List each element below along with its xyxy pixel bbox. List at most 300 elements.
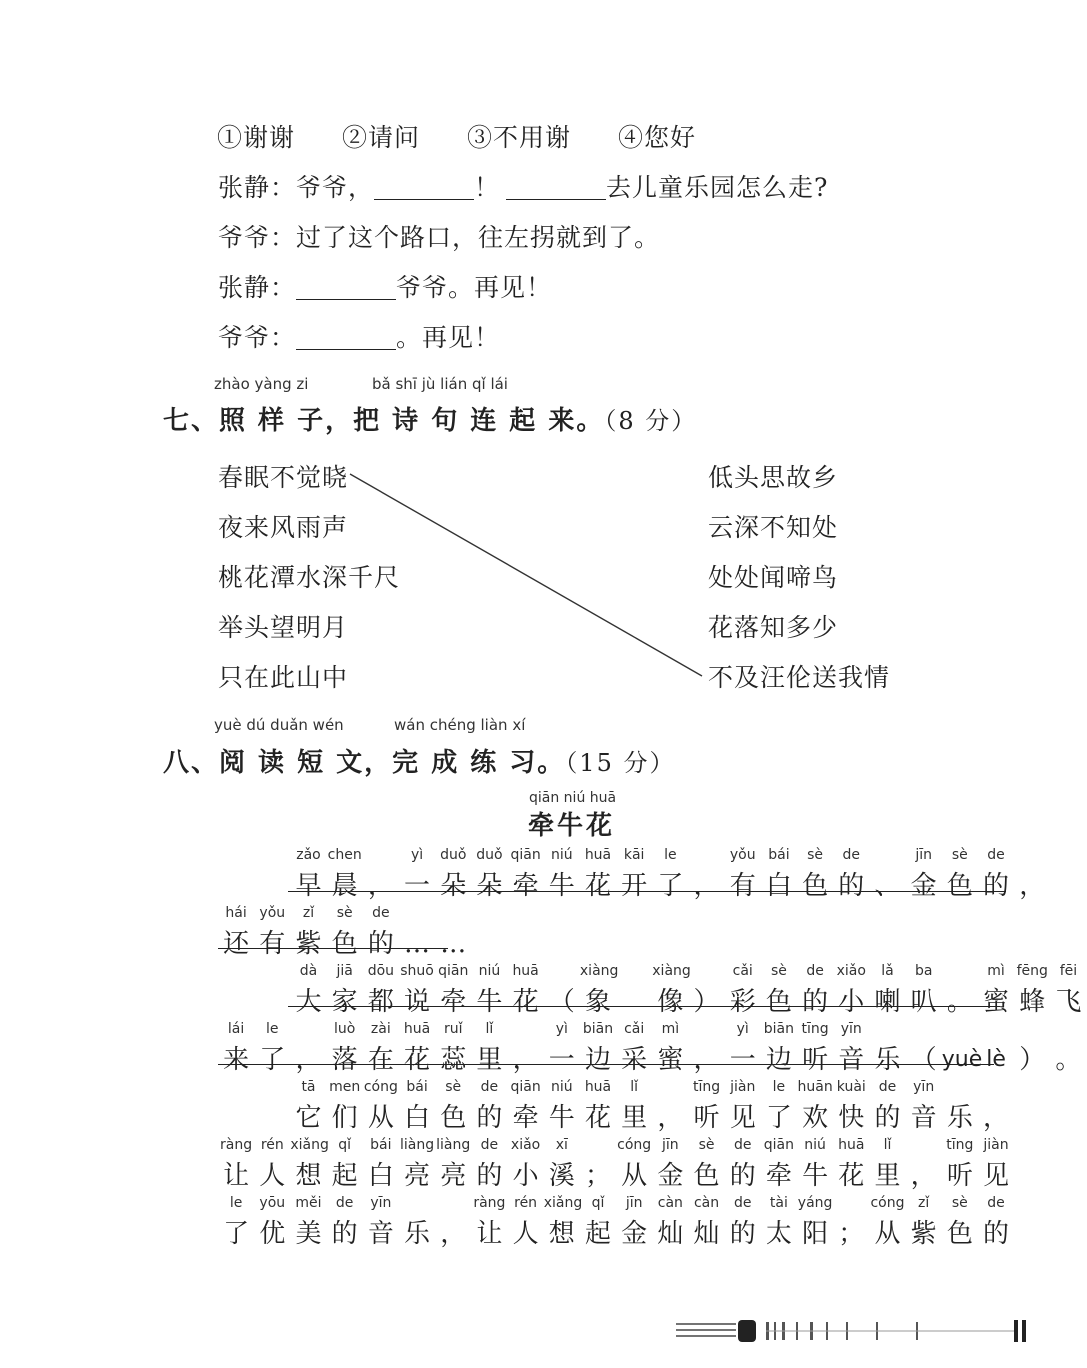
pinyin-syllable: niú — [550, 847, 573, 863]
reading-underline — [288, 1006, 1000, 1007]
pinyin-syllable — [580, 1137, 616, 1159]
story-title-pinyin: qiān niú huā — [529, 790, 617, 806]
dialogue-text: 去儿童乐园怎么走? — [606, 173, 829, 202]
pinyin-syllable: huān — [797, 1079, 833, 1095]
pinyin-syllable — [688, 847, 724, 869]
hanzi-character: ） — [693, 987, 720, 1017]
hanzi-character: 牵 — [512, 1103, 539, 1133]
hanzi-character: 来 — [223, 1045, 250, 1075]
hanzi-character: 牛 — [548, 1103, 575, 1133]
reading-line — [218, 1137, 1014, 1193]
pinyin-syllable: qiān — [438, 963, 469, 979]
hanzi-character: （ — [548, 987, 575, 1017]
pinyin-syllable: sè — [951, 847, 968, 863]
pinyin-syllable: niú — [550, 1079, 573, 1095]
pinyin-syllable — [1014, 1021, 1050, 1043]
hanzi-character: 了 — [259, 1045, 286, 1075]
hanzi-character: 的 — [838, 871, 865, 901]
reading-underline — [218, 1064, 994, 1065]
hanzi-character: ， — [295, 1045, 322, 1075]
hanzi-character: 它 — [295, 1103, 322, 1133]
pinyin-syllable: duǒ — [440, 847, 467, 863]
hanzi-character: ， — [983, 1103, 1010, 1133]
pinyin-syllable: le — [229, 1195, 243, 1211]
hanzi-character: … — [440, 929, 467, 959]
pinyin-syllable: zǐ — [302, 905, 315, 921]
hanzi-character: 花 — [404, 1045, 431, 1075]
pinyin-syllable: xiǎng — [543, 1195, 583, 1211]
pinyin-syllable: xiàng — [579, 963, 619, 979]
pinyin-syllable: rén — [514, 1195, 538, 1211]
pinyin-syllable: le — [266, 1021, 279, 1037]
pinyin-syllable: qiān — [510, 847, 541, 863]
hanzi-character: 乐 — [404, 1219, 431, 1249]
speaker: 张静： — [218, 173, 297, 202]
poem-left-3[interactable]: 桃花潭水深千尺 — [218, 563, 401, 592]
hanzi-character: 朵 — [476, 871, 503, 901]
hanzi-character: 有 — [259, 929, 286, 959]
pinyin-syllable: de — [878, 1079, 897, 1095]
hanzi-character: 一 — [548, 1045, 575, 1075]
pinyin-syllable: sè — [951, 1195, 968, 1211]
pinyin-syllable: xī — [555, 1137, 568, 1153]
pinyin-syllable: tīng — [801, 1021, 829, 1037]
hanzi-character: 里 — [621, 1103, 648, 1133]
pinyin-syllable: niú — [804, 1137, 826, 1153]
hanzi-character: 像 — [657, 987, 684, 1017]
poem-left-2[interactable]: 夜来风雨声 — [218, 513, 349, 542]
hanzi-character: 紫 — [910, 1219, 937, 1249]
hanzi-character: 听 — [946, 1161, 973, 1191]
hanzi-character: 的 — [802, 987, 829, 1017]
hanzi-character: 、 — [874, 871, 901, 901]
pinyin-syllable: de — [806, 963, 824, 979]
reading-line — [290, 847, 1050, 903]
pinyin-syllable: cóng — [617, 1137, 652, 1153]
pinyin-syllable: bái — [406, 1079, 428, 1095]
pinyin-syllable: cóng — [363, 1079, 398, 1095]
section8-score: （15 分） — [565, 749, 676, 777]
hanzi-character: 一 — [729, 1045, 756, 1075]
hanzi-character: 色 — [440, 1103, 467, 1133]
pinyin-syllable: yǒu — [729, 847, 756, 863]
pinyin-syllable: zài — [370, 1021, 391, 1037]
hanzi-character: 的 — [983, 1219, 1010, 1249]
pinyin-syllable: hái — [225, 905, 247, 921]
pinyin-syllable — [978, 1079, 1014, 1101]
pinyin-syllable — [906, 1137, 942, 1159]
hanzi-character: 白 — [367, 1161, 394, 1191]
pinyin-syllable — [544, 963, 580, 985]
hanzi-character: 色 — [946, 871, 973, 901]
pinyin-syllable — [906, 1021, 942, 1043]
section8-title: 八、阅 读 短 文，完 成 练 习。 — [163, 748, 566, 778]
pinyin-syllable: yáng — [797, 1195, 833, 1211]
pinyin-syllable: sè — [445, 1079, 462, 1095]
pinyin-syllable: yīn — [370, 1195, 392, 1211]
pinyin-syllable: de — [480, 1079, 499, 1095]
pinyin-syllable: biān — [763, 1021, 795, 1037]
pinyin-syllable: yōu — [259, 1195, 286, 1211]
option-4: ④您好 — [618, 123, 697, 152]
pinyin-syllable: yì — [410, 847, 424, 863]
poem-left-4[interactable]: 举头望明月 — [218, 613, 349, 642]
hanzi-character: 的 — [476, 1161, 503, 1191]
pinyin-syllable — [833, 1195, 869, 1217]
hanzi-character: 。 — [1055, 1045, 1082, 1075]
hanzi-character: 溪 — [548, 1161, 575, 1191]
pinyin-syllable: tīng — [946, 1137, 974, 1153]
section8-pinyin-1: yuè dú duǎn wén — [214, 716, 344, 734]
hanzi-character: 见 — [983, 1161, 1010, 1191]
hanzi-character: 花 — [512, 987, 539, 1017]
pinyin-syllable: huā — [403, 1021, 431, 1037]
hanzi-character: 的 — [874, 1103, 901, 1133]
section8-heading — [163, 742, 675, 779]
hanzi-character: 的 — [729, 1161, 756, 1191]
hanzi-character: 从 — [874, 1219, 901, 1249]
hanzi-character: 让 — [223, 1161, 250, 1191]
pinyin-syllable: cóng — [870, 1195, 905, 1211]
hanzi-character: 音 — [838, 1045, 865, 1075]
pinyin-syllable — [942, 1079, 978, 1101]
reading-line — [290, 963, 1086, 1019]
hanzi-character: 起 — [584, 1219, 611, 1249]
hanzi-character: 白 — [765, 871, 792, 901]
pinyin-syllable: jiàn — [730, 1079, 756, 1095]
pinyin-syllable: yǒu — [259, 905, 286, 921]
pinyin-syllable: dà — [299, 963, 318, 979]
hanzi-character: 从 — [367, 1103, 394, 1133]
hanzi-character: 乐 — [946, 1103, 973, 1133]
hanzi-character: 牛 — [548, 871, 575, 901]
footer-decoration — [676, 1318, 1036, 1344]
pinyin-syllable: jiàn — [983, 1137, 1009, 1153]
pinyin-syllable — [290, 1021, 326, 1043]
hanzi-character: 快 — [838, 1103, 865, 1133]
speaker: 爷爷： — [218, 223, 297, 252]
hanzi-character: 飞 — [1055, 987, 1082, 1017]
poem-right-2[interactable]: 云深不知处 — [708, 513, 839, 542]
dialogue-text: 爷爷， — [296, 173, 375, 202]
hanzi-character: 色 — [802, 871, 829, 901]
poem-right-1[interactable]: 低头思故乡 — [708, 463, 839, 492]
hanzi-character: … — [404, 929, 431, 959]
hanzi-character: 蕊 — [440, 1045, 467, 1075]
pinyin-syllable — [688, 963, 724, 985]
hanzi-character: 色 — [693, 1161, 720, 1191]
pinyin-syllable: dōu — [367, 963, 395, 979]
pinyin-syllable: qǐ — [338, 1137, 352, 1153]
hanzi-character: 音 — [910, 1103, 937, 1133]
pinyin-syllable: fēi — [1059, 963, 1078, 979]
section8-pinyin-2: wán chéng liàn xí — [394, 716, 526, 734]
reading-underline — [288, 891, 1006, 892]
hanzi-character: 象 — [584, 987, 611, 1017]
pinyin-syllable: yì — [555, 1021, 568, 1037]
pinyin-syllable: huā — [584, 847, 612, 863]
pinyin-syllable: shuō — [400, 963, 434, 979]
hanzi-character: 灿 — [657, 1219, 684, 1249]
hanzi-character: 小 — [512, 1161, 539, 1191]
hanzi-character: 叭 — [910, 987, 937, 1017]
hanzi-character: ， — [367, 871, 394, 901]
hanzi-character: 蜜 — [983, 987, 1010, 1017]
pinyin-syllable: yì — [736, 1021, 749, 1037]
hanzi-character: 的 — [476, 1103, 503, 1133]
hanzi-character: 优 — [259, 1219, 286, 1249]
hanzi-character: 乐 — [874, 1045, 901, 1075]
pinyin-syllable: qiān — [763, 1137, 795, 1153]
hanzi-character: 欢 — [802, 1103, 829, 1133]
hanzi-character: ， — [512, 1045, 539, 1075]
pinyin-syllable: càn — [657, 1195, 683, 1211]
reading-line — [218, 1021, 1087, 1077]
dialogue-text: 。再见！ — [396, 323, 501, 352]
hanzi-character: 都 — [367, 987, 394, 1017]
hanzi-character: ， — [910, 1161, 937, 1191]
pinyin-syllable: ruǐ — [443, 1021, 463, 1037]
pinyin-syllable: huā — [838, 1137, 865, 1153]
pinyin-syllable: de — [842, 847, 861, 863]
hanzi-character: 见 — [729, 1103, 756, 1133]
pinyin-syllable: sè — [770, 963, 787, 979]
hanzi-character: 太 — [765, 1219, 792, 1249]
hanzi-character: 白 — [404, 1103, 431, 1133]
pinyin-syllable — [399, 905, 435, 927]
pinyin-syllable: sè — [336, 905, 353, 921]
pinyin-syllable: de — [733, 1137, 752, 1153]
pinyin-syllable: kuài — [836, 1079, 866, 1095]
hanzi-character: 从 — [621, 1161, 648, 1191]
hanzi-character: 色 — [331, 929, 358, 959]
hanzi-character: 花 — [584, 871, 611, 901]
hanzi-character: 牵 — [512, 871, 539, 901]
pinyin-syllable: jiā — [336, 963, 353, 979]
hanzi-character: 金 — [657, 1161, 684, 1191]
hanzi-character: 的 — [983, 871, 1010, 901]
pinyin-syllable: cǎi — [732, 963, 753, 979]
hanzi-character: 听 — [693, 1103, 720, 1133]
pinyin-syllable: de — [733, 1195, 752, 1211]
pinyin-syllable: lǎ — [881, 963, 894, 979]
hanzi-character: 开 — [621, 871, 648, 901]
hanzi-character: 金 — [621, 1219, 648, 1249]
reading-underline — [218, 948, 448, 949]
hanzi-character: 亮 — [404, 1161, 431, 1191]
pinyin-syllable: de — [987, 1195, 1005, 1211]
pinyin-syllable: ba — [914, 963, 933, 979]
poem-right-5[interactable]: 不及汪伦送我情 — [708, 663, 891, 692]
hanzi-character: ， — [693, 1045, 720, 1075]
pinyin-syllable — [508, 1021, 544, 1043]
hanzi-character: 早 — [295, 871, 322, 901]
dialogue-text: ！ — [474, 173, 501, 202]
pinyin-syllable: le — [664, 847, 677, 863]
hanzi-character: 蜜 — [657, 1045, 684, 1075]
pinyin-syllable: lǐ — [883, 1137, 892, 1153]
hanzi-character: 阳 — [802, 1219, 829, 1249]
pinyin-syllable: zǎo — [296, 847, 321, 863]
hanzi-character: （ — [910, 1045, 937, 1075]
hanzi-character: 小 — [838, 987, 865, 1017]
pinyin-syllable: sè — [807, 847, 824, 863]
hanzi-character: 花 — [838, 1161, 865, 1191]
hanzi-character: 蜂 — [1019, 987, 1046, 1017]
pinyin-syllable: tài — [769, 1195, 788, 1211]
hanzi-character: 有 — [729, 871, 756, 901]
pinyin-syllable: men — [329, 1079, 361, 1095]
hanzi-character: ； — [838, 1219, 865, 1249]
pinyin-syllable — [435, 905, 471, 927]
hanzi-character — [616, 985, 652, 1019]
hanzi-character: yuè — [941, 1047, 983, 1072]
option-1: ①谢谢 — [217, 123, 296, 152]
hanzi-character: 家 — [331, 987, 358, 1017]
pinyin-syllable: mì — [987, 963, 1005, 979]
hanzi-character: 想 — [295, 1161, 322, 1191]
pinyin-syllable: ràng — [473, 1195, 506, 1211]
pinyin-syllable — [399, 1195, 435, 1217]
pinyin-syllable: qǐ — [591, 1195, 605, 1211]
hanzi-character: 在 — [367, 1045, 394, 1075]
hanzi-character: 一 — [404, 871, 431, 901]
pinyin-syllable: de — [480, 1137, 499, 1153]
pinyin-syllable: liàng — [436, 1137, 471, 1153]
pinyin-syllable: xiǎo — [836, 963, 866, 979]
hanzi-character: 音 — [367, 1219, 394, 1249]
hanzi-character: 灿 — [693, 1219, 720, 1249]
pinyin-syllable: huā — [512, 963, 539, 979]
pinyin-syllable: liàng — [399, 1137, 435, 1153]
hanzi-character: 的 — [367, 929, 394, 959]
pinyin-syllable: cǎi — [624, 1021, 645, 1037]
hanzi-character: 喇 — [874, 987, 901, 1017]
hanzi-character: lè — [986, 1047, 1006, 1072]
pinyin-syllable: sè — [698, 1137, 715, 1153]
pinyin-syllable: bái — [768, 847, 790, 863]
pinyin-syllable: ràng — [220, 1137, 253, 1153]
hanzi-character: 还 — [223, 929, 250, 959]
pinyin-syllable: le — [772, 1079, 786, 1095]
pinyin-syllable: lǐ — [485, 1021, 494, 1037]
reading-line — [290, 1079, 1014, 1135]
pinyin-syllable: de — [372, 905, 390, 921]
hanzi-character: 的 — [331, 1219, 358, 1249]
hanzi-character: 大 — [295, 987, 322, 1017]
poem-right-3[interactable]: 处处闻啼鸟 — [708, 563, 839, 592]
pinyin-syllable: càn — [693, 1195, 720, 1211]
pinyin-syllable — [616, 963, 652, 985]
pinyin-syllable: qiān — [510, 1079, 541, 1095]
pinyin-syllable — [978, 1021, 1014, 1043]
hanzi-character: 金 — [910, 871, 937, 901]
pinyin-syllable — [652, 1079, 688, 1101]
hanzi-character: 起 — [331, 1161, 358, 1191]
pinyin-syllable — [435, 1195, 471, 1217]
hanzi-character: 听 — [802, 1045, 829, 1075]
option-2: ②请问 — [342, 123, 421, 152]
hanzi-character: 边 — [584, 1045, 611, 1075]
pinyin-syllable: chen — [327, 847, 362, 863]
hanzi-character: 美 — [295, 1219, 322, 1249]
hanzi-character: 花 — [584, 1103, 611, 1133]
story-title: 牵牛花 — [528, 811, 616, 841]
poem-right-4[interactable]: 花落知多少 — [708, 613, 839, 642]
hanzi-character: ， — [1019, 871, 1046, 901]
hanzi-character: 的 — [729, 1219, 756, 1249]
hanzi-character: 了 — [765, 1103, 792, 1133]
pinyin-syllable: jīn — [662, 1137, 679, 1153]
pinyin-syllable — [363, 847, 399, 869]
pinyin-syllable — [942, 963, 978, 985]
pinyin-syllable: lǐ — [630, 1079, 639, 1095]
pinyin-syllable: tīng — [692, 1079, 721, 1095]
pinyin-syllable — [869, 847, 905, 869]
pinyin-syllable: fēng — [1016, 963, 1048, 979]
dialogue-text: 爷爷。再见！ — [396, 273, 553, 302]
pinyin-syllable: jīn — [915, 847, 932, 863]
hanzi-character: 牛 — [476, 987, 503, 1017]
section7-title: 七、照 样 子，把 诗 句 连 起 来。 — [163, 406, 605, 436]
hanzi-character: 亮 — [440, 1161, 467, 1191]
hanzi-character: 们 — [331, 1103, 358, 1133]
hanzi-character: ， — [657, 1103, 684, 1133]
hanzi-character: 牵 — [440, 987, 467, 1017]
pinyin-syllable: niú — [478, 963, 501, 979]
hanzi-character: ） — [1019, 1045, 1046, 1075]
pinyin-syllable: duǒ — [476, 847, 503, 863]
hanzi-character: ， — [693, 871, 720, 901]
pinyin-syllable: bái — [370, 1137, 392, 1153]
hanzi-character: 边 — [765, 1045, 792, 1075]
hanzi-character: 。 — [946, 987, 973, 1017]
pinyin-syllable: měi — [295, 1195, 322, 1211]
hanzi-character: 说 — [404, 987, 431, 1017]
poem-left-1[interactable]: 春眠不觉晓 — [218, 463, 349, 492]
dialogue-text: 过了这个路口，往左拐就到了。 — [296, 223, 661, 252]
pinyin-syllable: huā — [584, 1079, 612, 1095]
pinyin-syllable: xiǎo — [510, 1137, 541, 1153]
hanzi-character: 牵 — [765, 1161, 792, 1191]
pinyin-syllable: de — [987, 847, 1005, 863]
pinyin-syllable: xiàng — [652, 963, 691, 979]
pinyin-syllable: tā — [301, 1079, 316, 1095]
reading-line — [218, 1195, 1014, 1251]
pinyin-syllable: yīn — [913, 1079, 935, 1095]
speaker: 爷爷： — [218, 323, 297, 352]
section7-pinyin-2: bǎ shī jù lián qǐ lái — [372, 375, 508, 393]
hanzi-character: 想 — [548, 1219, 575, 1249]
pinyin-syllable: lái — [227, 1021, 245, 1037]
hanzi-character: 了 — [657, 871, 684, 901]
hanzi-character: 让 — [476, 1219, 503, 1249]
option-3: ③不用谢 — [467, 123, 572, 152]
hanzi-character: 牛 — [802, 1161, 829, 1191]
hanzi-character: 色 — [946, 1219, 973, 1249]
pinyin-syllable: kāi — [623, 847, 645, 863]
hanzi-character: 里 — [476, 1045, 503, 1075]
hanzi-character: 彩 — [729, 987, 756, 1017]
hanzi-character: 色 — [765, 987, 792, 1017]
pinyin-syllable — [688, 1021, 724, 1043]
pinyin-syllable — [869, 1021, 905, 1043]
hanzi-character: ； — [584, 1161, 611, 1191]
pinyin-syllable: de — [335, 1195, 354, 1211]
hanzi-character: 了 — [223, 1219, 250, 1249]
poem-left-5[interactable]: 只在此山中 — [218, 663, 349, 692]
pinyin-syllable: yīn — [840, 1021, 862, 1037]
